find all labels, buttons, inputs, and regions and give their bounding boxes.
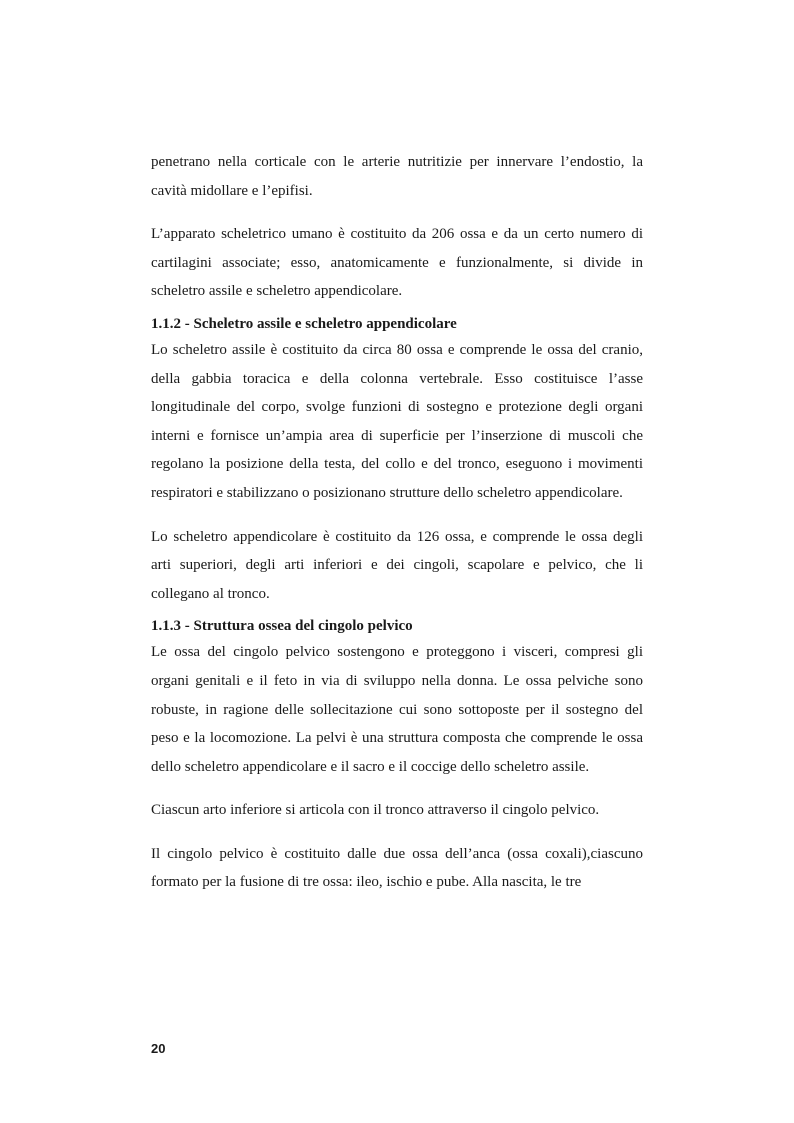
paragraph-3: Lo scheletro assile è costituito da circa 80 ossa e comprende le ossa del cranio, della gabbia toracica e della colonna vertebrale. Esso costituisce l’asse longitudinale del corpo, svolge funzioni di sostegno e protezione degli organi interni e fornisce un’ampia area di superficie per l’inserzione di muscoli che regolano la posizione della testa, del collo e del tronco, eseguono i movimenti respiratori e stabilizzano o posizionano strutture dello scheletro appendicolare.	[151, 341, 643, 501]
section-heading-1-1-2: 1.1.2 - Scheletro assile e scheletro appendicolare	[151, 315, 457, 332]
paragraph-7: Il cingolo pelvico è costituito dalle due ossa dell’anca (ossa coxali),ciascuno formato per la fusione di tre ossa: ileo, ischio e pube. Alla nascita, le tre	[151, 845, 643, 891]
page-number: 20	[151, 1041, 166, 1056]
section-heading-1-1-3: 1.1.3 - Struttura ossea del cingolo pelvico	[151, 618, 413, 635]
paragraph-2: L’apparato scheletrico umano è costituito da 206 ossa e da un certo numero di cartilagini associate; esso, anatomicamente e funzionalmente, si divide in scheletro assile e scheletro appendicolare.	[151, 226, 643, 300]
page-body	[151, 148, 643, 912]
paragraph-5: Le ossa del cingolo pelvico sostengono e proteggono i visceri, compresi gli organi genitali e il feto in via di sviluppo nella donna. Le ossa pelviche sono robuste, in ragione delle sollecitazione cui sono sottoposte per il sostegno del peso e la locomozione. La pelvi è una struttura composta che comprende le ossa dello scheletro appendicolare e il sacro e il coccige dello scheletro assile.	[151, 644, 643, 775]
paragraph-1: penetrano nella corticale con le arterie nutritizie per innervare l’endostio, la cavità midollare e l’epifisi.	[151, 154, 643, 199]
paragraph-4: Lo scheletro appendicolare è costituito da 126 ossa, e comprende le ossa degli arti superiori, degli arti inferiori e dei cingoli, scapolare e pelvico, che li collegano al tronco.	[151, 528, 643, 602]
paragraph-6: Ciascun arto inferiore si articola con il tronco attraverso il cingolo pelvico.	[151, 802, 600, 819]
